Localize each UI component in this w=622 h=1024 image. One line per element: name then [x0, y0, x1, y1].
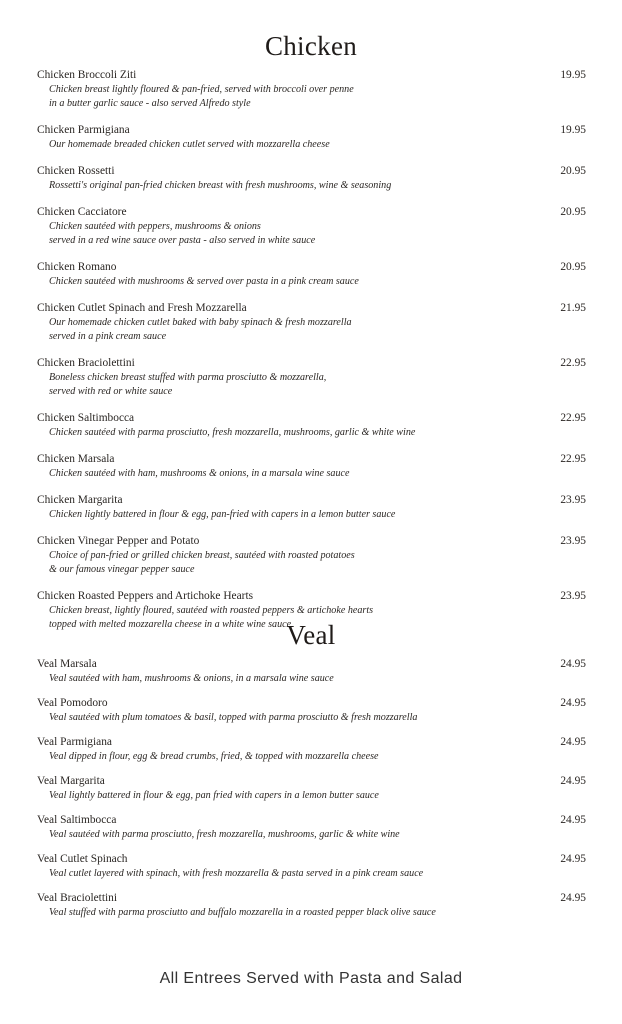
- menu-item-name: Veal Parmigiana: [37, 736, 112, 748]
- menu-item: [37, 164, 586, 193]
- menu-item-price: 24.95: [560, 814, 586, 826]
- menu-item-name: Chicken Cutlet Spinach and Fresh Mozzarella: [37, 302, 247, 314]
- menu-item-name: Chicken Margarita: [37, 494, 123, 506]
- menu-item-description: Veal sautéed with ham, mushrooms & onions, in a marsala wine sauce: [49, 673, 334, 684]
- menu-item: [37, 774, 586, 803]
- menu-item-name: Chicken Cacciatore: [37, 206, 127, 218]
- menu-item-name: Chicken Roasted Peppers and Artichoke Hearts: [37, 590, 254, 602]
- menu-item: [37, 260, 586, 289]
- menu-item-description: Choice of pan-fried or grilled chicken breast, sautéed with roasted potatoes & our famous vinegar pepper sauce: [49, 550, 355, 575]
- menu-item: [37, 534, 586, 577]
- menu-item-description: Chicken breast, lightly floured, sautéed with roasted peppers & artichoke hearts topped with melted mozzarella cheese in a white wine sauce: [49, 605, 374, 630]
- menu-item: [37, 813, 586, 842]
- menu-item-description: Chicken sautéed with ham, mushrooms & onions, in a marsala wine sauce: [49, 468, 350, 479]
- menu-item-price: 22.95: [560, 412, 586, 424]
- menu-item-price: 23.95: [560, 494, 586, 506]
- menu-item-name: Veal Braciolettini: [37, 892, 118, 904]
- menu-item: [37, 123, 586, 152]
- menu-item-price: 23.95: [560, 535, 586, 547]
- menu-item-price: 19.95: [560, 124, 586, 136]
- menu-item-name: Veal Marsala: [37, 658, 97, 670]
- menu-item-description: Our homemade breaded chicken cutlet served with mozzarella cheese: [49, 139, 330, 150]
- menu-item-description: Veal lightly battered in flour & egg, pan fried with capers in a lemon butter sauce: [49, 790, 379, 801]
- menu-item: [37, 657, 586, 686]
- menu-item-name: Chicken Broccoli Ziti: [37, 69, 137, 81]
- menu-item: [37, 205, 586, 248]
- menu-item-description: Veal cutlet layered with spinach, with fresh mozzarella & pasta served in a pink cream sauce: [49, 868, 424, 879]
- footer-note: All Entrees Served with Pasta and Salad: [159, 970, 463, 987]
- menu-item-description: Boneless chicken breast stuffed with parma prosciutto & mozzarella, served with red or white sauce: [49, 372, 327, 397]
- menu-item-description: Rossetti's original pan-fried chicken breast with fresh mushrooms, wine & seasoning: [49, 180, 392, 191]
- menu-item-price: 19.95: [560, 69, 586, 81]
- menu-item-description: Chicken breast lightly floured & pan-fried, served with broccoli over penne in a butter garlic sauce - also served Alfredo style: [49, 84, 354, 109]
- menu-item: [37, 735, 586, 764]
- menu-item-price: 22.95: [560, 453, 586, 465]
- veal-menu-list: [37, 657, 586, 930]
- menu-item-name: Veal Margarita: [37, 775, 105, 787]
- menu-item-price: 24.95: [560, 775, 586, 787]
- menu-item-name: Chicken Vinegar Pepper and Potato: [37, 535, 200, 547]
- section-title-chicken: Chicken: [264, 31, 358, 61]
- menu-item-description: Chicken sautéed with mushrooms & served over pasta in a pink cream sauce: [49, 276, 359, 287]
- menu-item-name: Veal Cutlet Spinach: [37, 853, 128, 865]
- menu-item-description: Veal stuffed with parma prosciutto and buffalo mozzarella in a roasted pepper black olive sauce: [49, 907, 436, 918]
- menu-item-price: 23.95: [560, 590, 586, 602]
- menu-item-price: 24.95: [560, 853, 586, 865]
- menu-item-name: Chicken Romano: [37, 261, 117, 273]
- menu-item: [37, 452, 586, 481]
- menu-item-price: 20.95: [560, 206, 586, 218]
- menu-item-description: Chicken sautéed with parma prosciutto, fresh mozzarella, mushrooms, garlic & white wine: [49, 427, 416, 438]
- menu-item-name: Chicken Rossetti: [37, 165, 115, 177]
- section-title-veal: Veal: [286, 620, 336, 650]
- menu-item-price: 24.95: [560, 892, 586, 904]
- menu-item-price: 21.95: [560, 302, 586, 314]
- menu-item-description: Veal sautéed with plum tomatoes & basil, topped with parma prosciutto & fresh mozzarella: [49, 712, 418, 723]
- menu-item-description: Veal sautéed with parma prosciutto, fresh mozzarella, mushrooms, garlic & white wine: [49, 829, 400, 840]
- menu-item: [37, 493, 586, 522]
- menu-item-description: Chicken lightly battered in flour & egg, pan-fried with capers in a lemon butter sauce: [49, 509, 396, 520]
- menu-item-description: Chicken sautéed with peppers, mushrooms & onions served in a red wine sauce over pasta - also served in white sauce: [49, 221, 316, 246]
- menu-item: [37, 301, 586, 344]
- menu-item-price: 24.95: [560, 736, 586, 748]
- menu-item-name: Chicken Parmigiana: [37, 124, 130, 136]
- menu-item: [37, 68, 586, 111]
- menu-item: [37, 696, 586, 725]
- menu-item-price: 20.95: [560, 261, 586, 273]
- menu-item: [37, 852, 586, 881]
- chicken-menu-list: [37, 68, 586, 644]
- menu-item: [37, 411, 586, 440]
- menu-item-price: 24.95: [560, 658, 586, 670]
- menu-item-price: 20.95: [560, 165, 586, 177]
- menu-item-price: 24.95: [560, 697, 586, 709]
- menu-item-name: Chicken Braciolettini: [37, 357, 135, 369]
- menu-item-price: 22.95: [560, 357, 586, 369]
- menu-item-name: Veal Pomodoro: [37, 697, 108, 709]
- menu-item: [37, 891, 586, 920]
- menu-item-description: Our homemade chicken cutlet baked with baby spinach & fresh mozzarella served in a pink cream sauce: [49, 317, 352, 342]
- menu-item-name: Veal Saltimbocca: [37, 814, 117, 826]
- menu-item-name: Chicken Marsala: [37, 453, 115, 465]
- menu-item-description: Veal dipped in flour, egg & bread crumbs, fried, & topped with mozzarella cheese: [49, 751, 379, 762]
- menu-item: [37, 356, 586, 399]
- menu-item-name: Chicken Saltimbocca: [37, 412, 135, 424]
